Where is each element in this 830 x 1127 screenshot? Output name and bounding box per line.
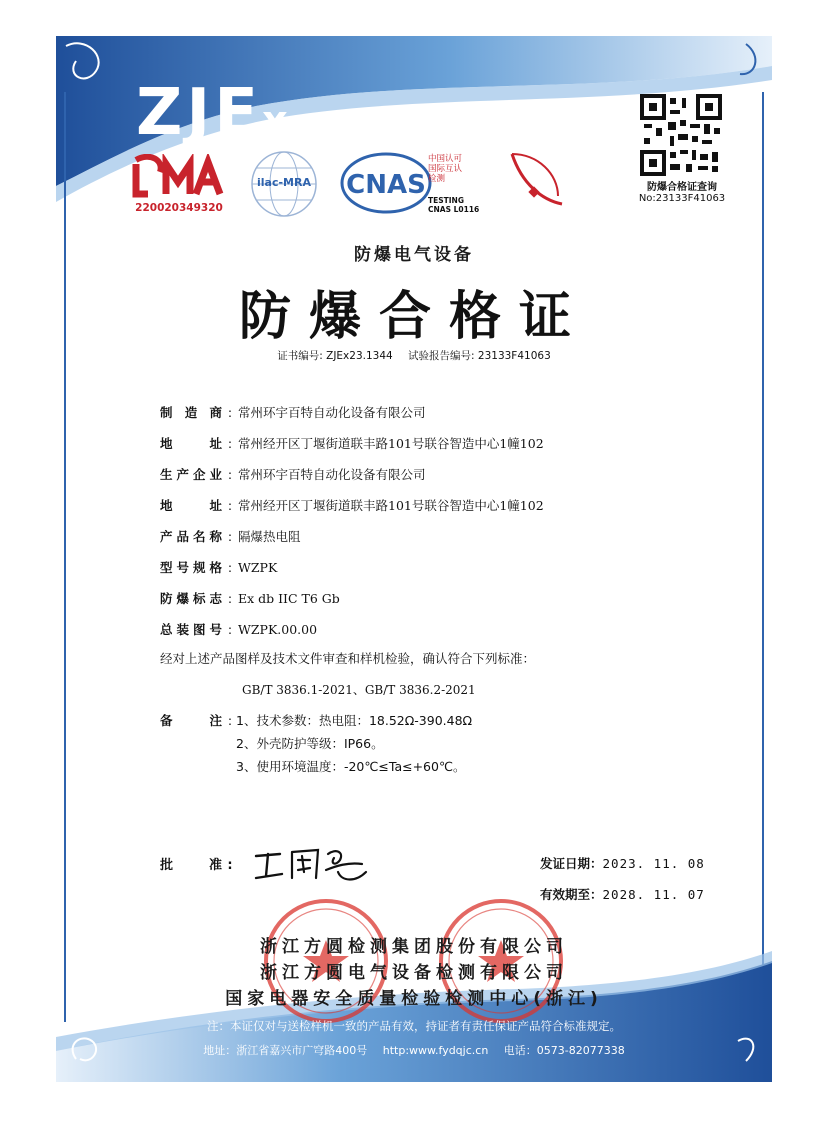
cnas-logo: [340, 152, 432, 214]
cnas-oval-icon: [340, 152, 432, 214]
issuer-name: 国家电器安全质量检验检测中心(浙江): [225, 989, 603, 1009]
valid-date-row: 有效期至：2028. 11. 07: [540, 887, 705, 902]
field-model: 型号规格 : WZPK: [160, 560, 278, 575]
certificate-numbers: [56, 348, 772, 363]
field-production-address: 地址 : 常州经开区丁堰街道联丰路101号联谷智造中心1幢102: [160, 498, 544, 513]
left-frame-line: [64, 92, 66, 1022]
footer-note: 注：本证仅对与送检样机一致的产品有效，持证者有责任保证产品符合标准规定。: [207, 1019, 621, 1033]
issue-date: 2023. 11. 08: [602, 856, 705, 871]
cma-logo: [130, 154, 228, 214]
right-frame-line: [762, 92, 764, 1022]
swoosh-emblem-icon: [502, 144, 566, 214]
qr-code-icon: [640, 94, 722, 176]
document-title: 防爆合格证: [238, 287, 589, 347]
footer-contact: [56, 1042, 772, 1058]
field-production-company: 生产企业 : 常州环宇百特自动化设备有限公司: [160, 467, 426, 482]
field-manufacturer-address: 地址 : 常州经开区丁堰街道联丰路101号联谷智造中心1幢102: [160, 436, 544, 451]
remark-item: 2、外壳防护等级：IP66。: [236, 736, 384, 751]
certificate-sheet: [56, 36, 772, 1082]
footer-phone: 电话：0573-82077338: [503, 1044, 625, 1057]
approval-label-row: 批准 :: [160, 858, 233, 873]
signature-image: [252, 842, 372, 886]
remark-item: 1、技术参数：热电阻：18.52Ω-390.48Ω: [236, 713, 473, 728]
cnas-label: CNAS: [346, 170, 426, 200]
valid-until-date: 2028. 11. 07: [602, 887, 705, 902]
document-subtitle: 防爆电气设备: [354, 245, 474, 265]
remarks-label-row: 备注 :: [160, 713, 233, 728]
footer-address: 地址：浙江省嘉兴市广穹路400号: [203, 1044, 368, 1057]
certificate-number: 证书编号: ZJEx23.1344: [277, 350, 393, 362]
footer-website: http:www.fydqjc.cn: [382, 1044, 489, 1057]
cnas-en-text: TESTING CNAS L0116: [428, 196, 480, 214]
remark-item: 3、使用环境温度：-20℃≤Ta≤+60℃。: [236, 759, 466, 774]
qr-caption: 防爆合格证查询 No:23133F41063: [638, 182, 726, 204]
standards-list: GB/T 3836.1-2021、GB/T 3836.2-2021: [242, 683, 476, 697]
report-number: 试验报告编号: 23133F41063: [408, 350, 551, 362]
ilac-logo: [246, 144, 322, 226]
field-ex-marking: 防爆标志 : Ex db IIC T6 Gb: [160, 591, 340, 606]
issue-date-row: 发证日期：2023. 11. 08: [540, 856, 705, 871]
ilac-label: ilac-MRA: [257, 176, 311, 189]
issuer-name: 浙江方圆电气设备检测有限公司: [260, 963, 568, 983]
field-product-name: 产品名称 : 隔爆热电阻: [160, 529, 301, 544]
conformity-statement: 经对上述产品图样及技术文件审查和样机检验，确认符合下列标准：: [160, 651, 536, 666]
issuer-name: 浙江方圆检测集团股份有限公司: [260, 937, 568, 957]
cma-code: 220020349320: [135, 202, 223, 214]
field-manufacturer: 制造商 : 常州环宇百特自动化设备有限公司: [160, 405, 426, 420]
cnas-cn-text: 中国认可 国际互认 检测: [428, 154, 463, 184]
cma-mark-icon: [130, 154, 228, 200]
field-drawing-number: 总装图号 : WZPK.00.00: [160, 622, 318, 637]
brand-logo: ZJEx: [136, 76, 292, 150]
